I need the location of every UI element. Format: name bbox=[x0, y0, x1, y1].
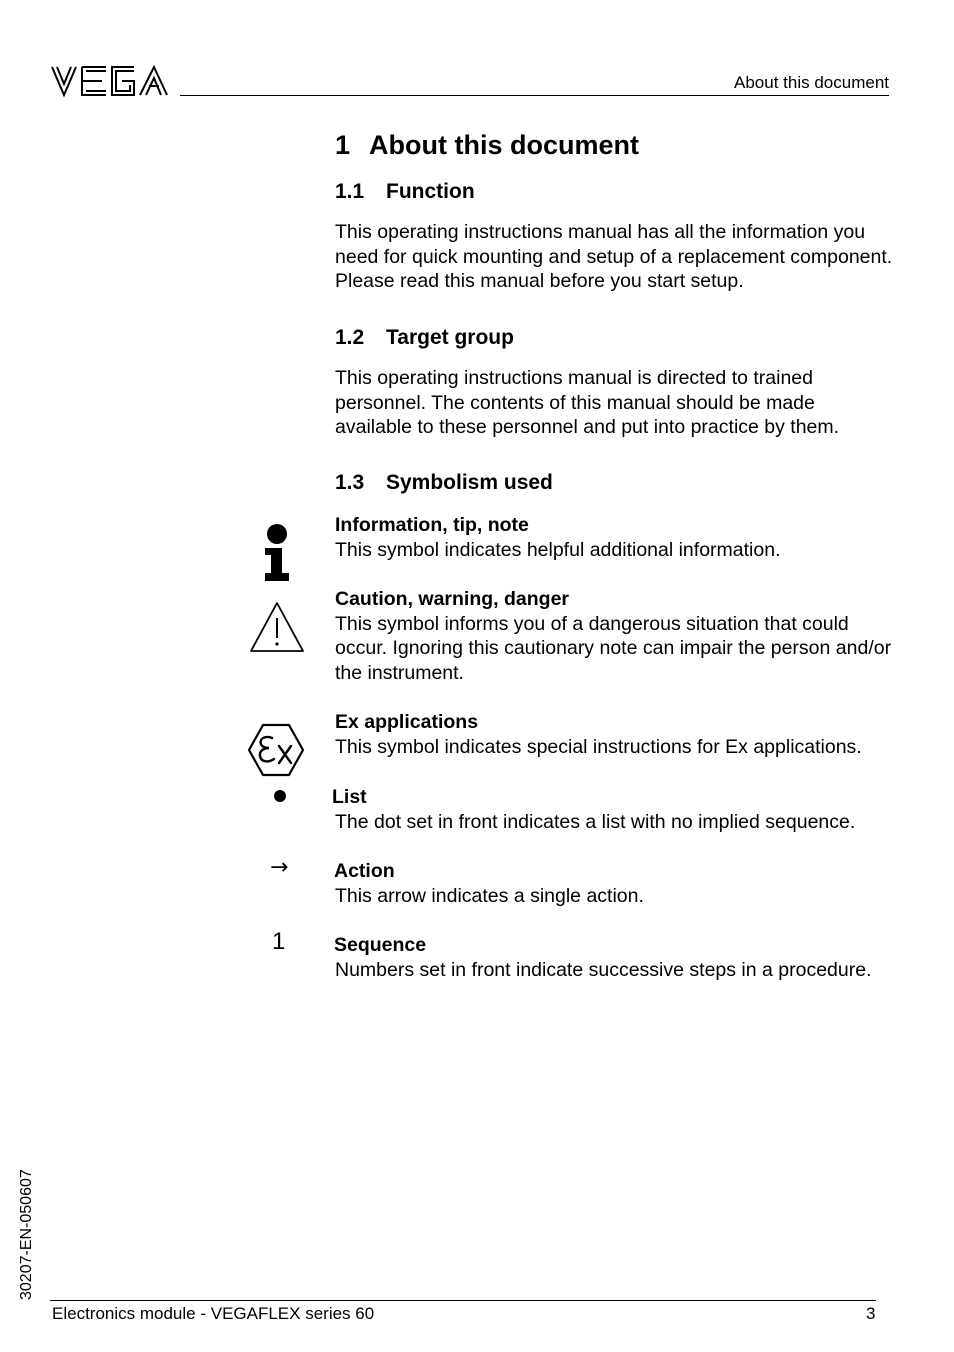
ex-icon bbox=[247, 723, 305, 777]
section-text-function: This operating instructions manual has all the information you need for quick mounting and setup of a replacement component. Please read this manual before you start setup. bbox=[335, 221, 893, 292]
section-heading-symbolism bbox=[335, 471, 553, 495]
section-heading-target-group bbox=[335, 326, 514, 350]
symbol-item-info bbox=[335, 513, 905, 562]
warning-icon bbox=[249, 601, 305, 653]
section-title: Function bbox=[386, 180, 475, 203]
section-title: Target group bbox=[386, 326, 514, 349]
symbol-item-warning bbox=[335, 587, 905, 685]
info-icon bbox=[262, 524, 292, 582]
chapter-heading bbox=[335, 130, 639, 161]
section-number: 1.2 bbox=[335, 326, 365, 349]
symbol-description: This symbol informs you of a dangerous situation that could occur. Ignoring this cautionary note can impair the person and/or the instrument. bbox=[335, 612, 892, 684]
symbol-title: Caution, warning, danger bbox=[335, 588, 570, 610]
footer-title: Electronics module - VEGAFLEX series 60 bbox=[52, 1304, 375, 1323]
header-rule bbox=[180, 95, 889, 96]
footer-rule bbox=[50, 1300, 876, 1301]
symbol-item-list bbox=[332, 785, 905, 834]
section-number: 1.3 bbox=[335, 471, 365, 494]
vega-logo bbox=[50, 64, 168, 98]
chapter-title: About this document bbox=[369, 130, 639, 160]
section-number: 1.1 bbox=[335, 180, 365, 203]
symbol-item-action bbox=[335, 859, 905, 908]
symbol-title: Action bbox=[334, 860, 395, 882]
running-header: About this document bbox=[734, 73, 889, 92]
symbol-title: Information, tip, note bbox=[335, 514, 529, 536]
arrow-icon: → bbox=[270, 855, 289, 880]
symbol-title: List bbox=[332, 786, 367, 808]
symbol-description: This symbol indicates special instructions for Ex applications. bbox=[335, 735, 862, 758]
symbol-item-ex bbox=[335, 710, 905, 759]
symbol-description: The dot set in front indicates a list with no implied sequence. bbox=[335, 810, 856, 833]
symbol-item-sequence bbox=[335, 933, 905, 982]
section-heading-function bbox=[335, 180, 475, 204]
symbol-title: Ex applications bbox=[335, 711, 479, 733]
symbol-description: This symbol indicates helpful additional information. bbox=[335, 538, 781, 561]
section-title: Symbolism used bbox=[386, 471, 553, 494]
number-icon: 1 bbox=[272, 928, 286, 955]
chapter-number: 1 bbox=[335, 130, 351, 160]
symbol-description: Numbers set in front indicate successive steps in a procedure. bbox=[335, 958, 872, 981]
symbol-title: Sequence bbox=[334, 934, 427, 956]
section-text-target-group: This operating instructions manual is directed to trained personnel. The contents of this manual should be made available to these personnel and put into practice by them. bbox=[335, 367, 840, 438]
bullet-icon bbox=[274, 790, 286, 802]
page-number: 3 bbox=[866, 1304, 876, 1323]
symbol-description: This arrow indicates a single action. bbox=[335, 884, 644, 907]
document-code: 30207-EN-050607 bbox=[18, 1169, 35, 1300]
